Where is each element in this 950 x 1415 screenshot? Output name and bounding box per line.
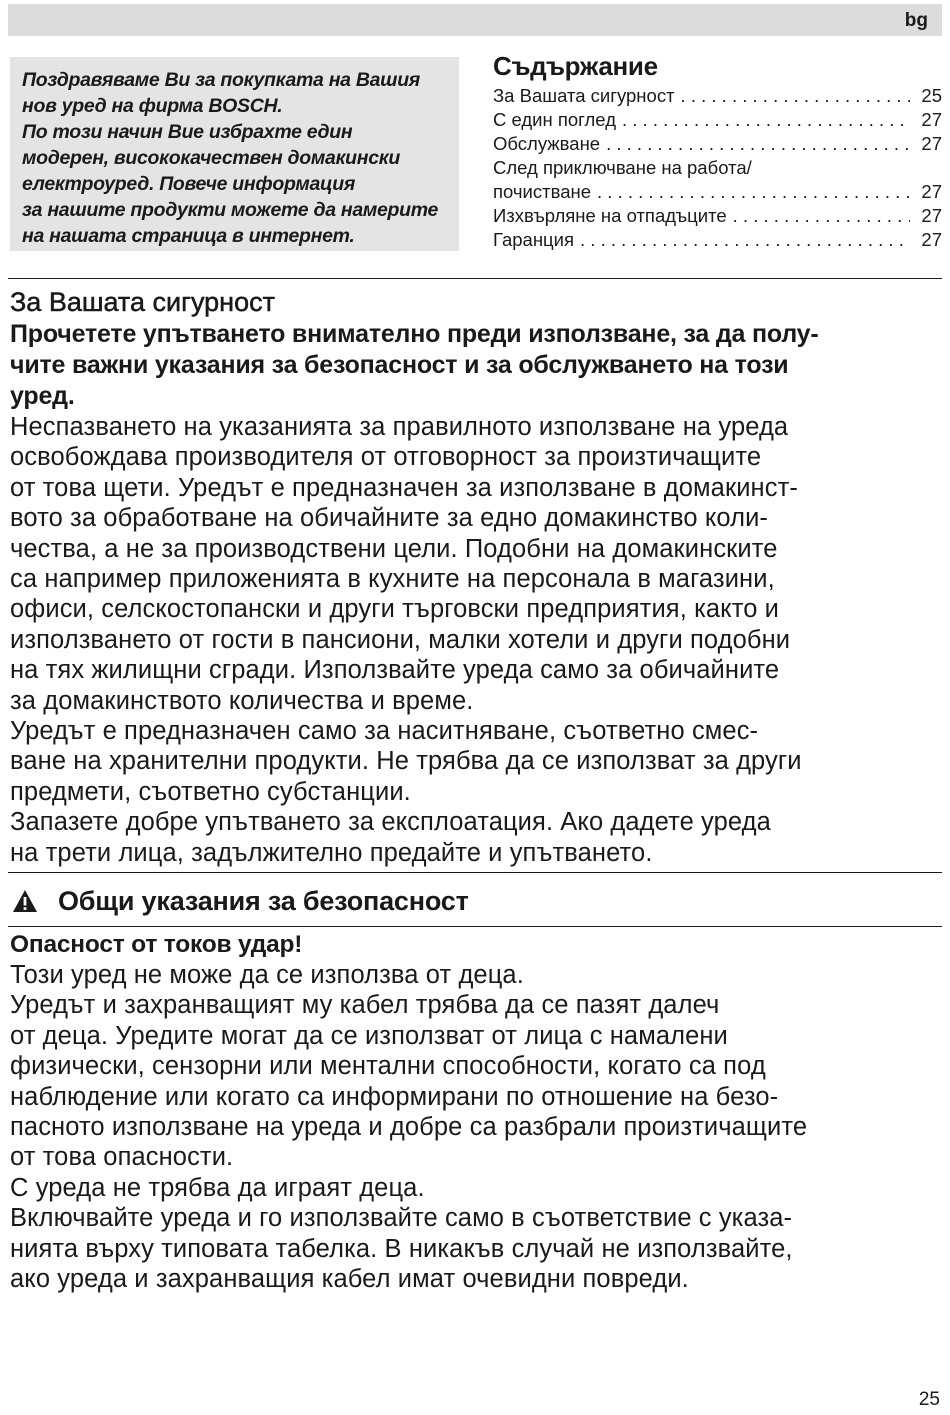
safety-section xyxy=(10,285,942,868)
warning-title: Опасност от токов удар! xyxy=(10,931,303,958)
body-line: Уредът и захранващият му кабел трябва да се пазят далеч xyxy=(10,991,720,1020)
toc-item-label: С един поглед xyxy=(493,109,616,130)
intro-line: на нашата страница в интернет. xyxy=(22,225,355,247)
toc-item-label: За Вашата сигурност xyxy=(493,85,675,106)
toc-item-label: почистване xyxy=(493,181,592,202)
body-line: Неспазването на указанията за правилното използване на уреда xyxy=(10,413,789,441)
intro-line: електроуред. Повече информация xyxy=(22,173,356,195)
body-line: са например приложенията в кухните на персонала в магазини, xyxy=(10,565,775,594)
body-line: Включвайте уреда и го използвайте само в съответствие с указа- xyxy=(10,1204,793,1233)
lead-line: Прочетете упътването внимателно преди използване, за да полу- xyxy=(10,320,819,348)
section-divider xyxy=(8,926,942,927)
toc-item-page: 27 xyxy=(921,229,942,250)
toc-item[interactable] xyxy=(493,228,942,252)
toc-leader xyxy=(597,180,910,204)
general-safety-heading xyxy=(10,884,942,918)
body-line: С уреда не трябва да играят деца. xyxy=(10,1173,425,1202)
section-divider xyxy=(8,872,942,873)
body-line: от това щети. Уредът е предназначен за използване в домакинст- xyxy=(10,473,798,502)
body-line: за домакинството количества и време. xyxy=(10,686,474,715)
toc-leader xyxy=(733,204,910,228)
toc-leader xyxy=(606,132,910,156)
intro-box xyxy=(10,57,459,251)
language-code: bg xyxy=(904,10,928,31)
toc-item-page: 27 xyxy=(921,181,942,202)
section-title-text: Общи указания за безопасност xyxy=(58,886,469,916)
intro-line: По този начин Вие избрахте един xyxy=(22,121,353,143)
body-line: вото за обработване на обичайните за едно домакинство коли- xyxy=(10,504,769,533)
section-title: За Вашата сигурност xyxy=(10,287,275,317)
body-line: ако уреда и захранващия кабел имат очевидни повреди. xyxy=(10,1265,689,1294)
section-title xyxy=(10,884,942,918)
body-line: наблюдение или когато са информирани по отношение на безо- xyxy=(10,1082,779,1111)
body-line: на тях жилищни сгради. Използвайте уреда само за обичайните xyxy=(10,656,780,685)
general-safety-section xyxy=(10,930,942,1294)
body-line: на трети лица, задължително предайте и упътването. xyxy=(10,838,653,867)
intro-line: Поздравяваме Ви за покупката на Вашия xyxy=(22,69,420,91)
toc-leader xyxy=(681,84,910,108)
body-line: от деца. Уредите могат да се използват от лица с намалени xyxy=(10,1021,728,1050)
body-line: ване на хранителни продукти. Не трябва да се използват за други xyxy=(10,747,802,776)
warning-triangle-icon xyxy=(12,889,38,913)
intro-line: модерен, висококачествен домакински xyxy=(22,147,400,169)
body-line: пасното използване на уреда и добре са разбрали произтичащите xyxy=(10,1113,808,1142)
toc-item[interactable] xyxy=(493,180,942,204)
toc-item-page: 25 xyxy=(921,85,942,106)
body-line: Запазете добре упътването за експлоатация. Ако дадете уреда xyxy=(10,808,771,837)
body-line: освобождава производителя от отговорност за произтичащите xyxy=(10,443,762,472)
page-number: 25 xyxy=(918,1389,940,1410)
toc-item[interactable] xyxy=(493,132,942,156)
toc-item[interactable] xyxy=(493,84,942,108)
lead-line: уред. xyxy=(10,382,75,410)
body-line: от това опасности. xyxy=(10,1143,234,1172)
toc-item[interactable] xyxy=(493,108,942,132)
toc-item-label-prefix: След приключване на работа/ xyxy=(493,157,752,178)
body-line: използването от гости в пансиони, малки хотели и други подобни xyxy=(10,625,791,654)
body-line: предмети, съответно субстанции. xyxy=(10,777,411,806)
intro-line: за нашите продукти можете да намерите xyxy=(22,199,439,221)
toc-item-label: Обслужване xyxy=(493,133,601,154)
toc-item-page: 27 xyxy=(921,133,942,154)
body-line: офиси, селскостопански и други търговски предприятия, както и xyxy=(10,595,780,624)
table-of-contents xyxy=(493,50,942,252)
header-bar xyxy=(8,4,942,36)
body-line: Уредът е предназначен само за наситняване, съответно смес- xyxy=(10,717,759,746)
toc-item-page: 27 xyxy=(921,205,942,226)
lead-line: чите важни указания за безопасност и за обслужването на този xyxy=(10,351,789,379)
toc-leader xyxy=(622,108,910,132)
body-line: нията върху типовата табелка. В никакъв случай не използвайте, xyxy=(10,1234,793,1263)
section-divider xyxy=(8,278,942,279)
toc-item-page: 27 xyxy=(921,109,942,130)
toc-item-label: Гаранция xyxy=(493,229,575,250)
toc-leader xyxy=(580,228,910,252)
body-line: чества, а не за производствени цели. Подобни на домакинските xyxy=(10,534,778,563)
toc-item-label: Изхвърляне на отпадъците xyxy=(493,205,727,226)
body-line: Този уред не може да се използва от деца. xyxy=(10,961,524,989)
intro-line: нов уред на фирма BOSCH. xyxy=(22,95,283,117)
toc-title: Съдържание xyxy=(493,51,658,81)
body-line: физически, сензорни или ментални способности, когато са под xyxy=(10,1052,766,1081)
toc-item[interactable] xyxy=(493,204,942,228)
